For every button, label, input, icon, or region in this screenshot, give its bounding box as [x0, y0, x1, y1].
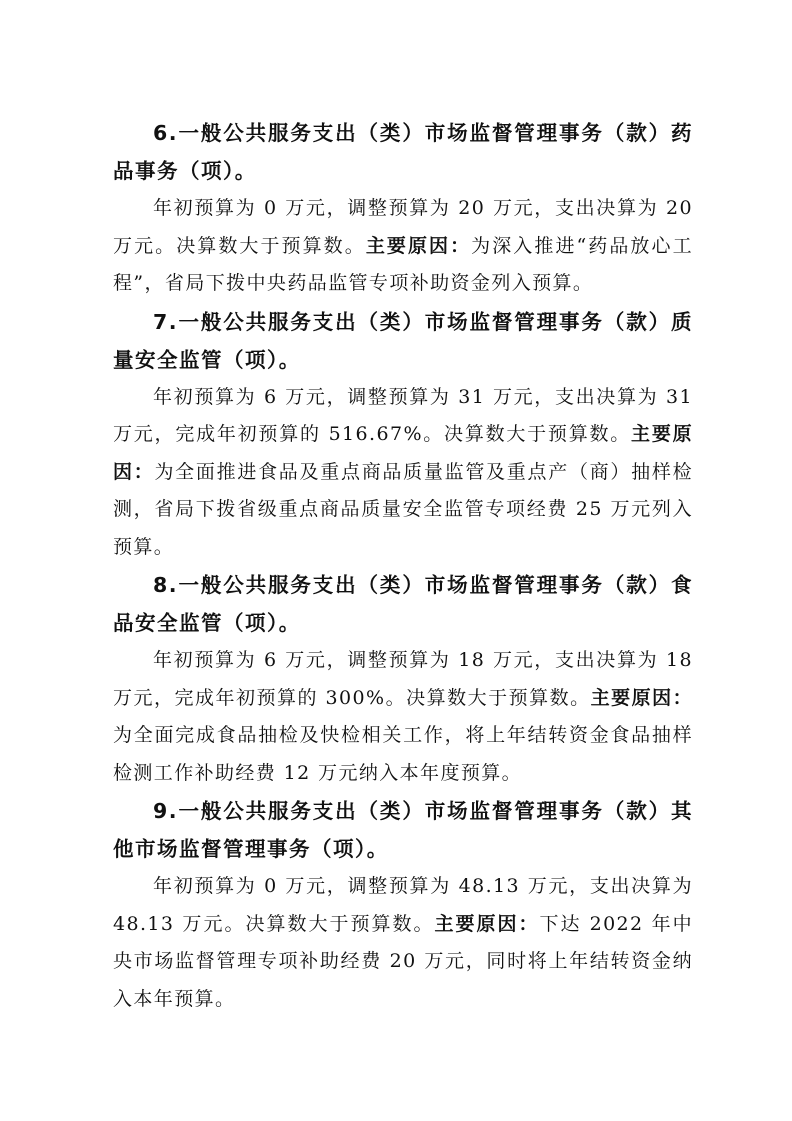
- reason-label: 主要原因：: [365, 234, 472, 257]
- section-9: [113, 792, 693, 1018]
- reason-label: 主要原因：: [113, 423, 693, 483]
- reason-text: 为深入推进“药品放心工程”，省局下拨中央药品监管专项补助资金列入预算。: [113, 234, 693, 294]
- reason-text: 下达 2022 年中央市场监督管理专项补助经费 20 万元，同时将上年结转资金纳入本年预算。: [113, 912, 693, 1010]
- document-body: [113, 114, 693, 1018]
- section-heading: 8.一般公共服务支出（类）市场监督管理事务（款）食品安全监管（项）。: [113, 573, 693, 635]
- section-paragraph: [113, 868, 693, 1018]
- section-7: [113, 303, 693, 567]
- section-paragraph: [113, 190, 693, 303]
- section-paragraph: [113, 642, 693, 792]
- section-heading: 7.一般公共服务支出（类）市场监督管理事务（款）质量安全监管（项）。: [113, 309, 693, 372]
- paragraph-text: 年初预算为 6 万元，调整预算为 31 万元，支出决算为 31 万元，完成年初预算的 516.67%。决算数大于预算数。: [113, 385, 693, 445]
- paragraph-text: 年初预算为 0 万元，调整预算为 20 万元，支出决算为 20 万元。决算数大于预算数。: [113, 197, 693, 257]
- reason-label: 主要原因：: [434, 912, 540, 935]
- section-heading: 6.一般公共服务支出（类）市场监督管理事务（款）药品事务（项）。: [113, 121, 693, 183]
- section-6: [113, 114, 693, 303]
- section-8: [113, 566, 693, 792]
- paragraph-text: 年初预算为 6 万元，调整预算为 18 万元，支出决算为 18 万元，完成年初预算的 300%。决算数大于预算数。: [113, 649, 693, 709]
- section-paragraph: [113, 379, 693, 567]
- reason-text: 为全面推进食品及重点商品质量监管及重点产（商）抽样检测，省局下拨省级重点商品质量安全监管专项经费 25 万元列入预算。: [113, 460, 693, 558]
- paragraph-text: 年初预算为 0 万元，调整预算为 48.13 万元，支出决算为 48.13 万元。决算数大于预算数。: [113, 875, 693, 935]
- reason-label: 主要原因：: [590, 686, 693, 709]
- section-heading: 9.一般公共服务支出（类）市场监督管理事务（款）其他市场监督管理事务（项）。: [113, 799, 693, 861]
- reason-text: 为全面完成食品抽检及快检相关工作，将上年结转资金食品抽样检测工作补助经费 12 万元纳入本年度预算。: [113, 724, 693, 784]
